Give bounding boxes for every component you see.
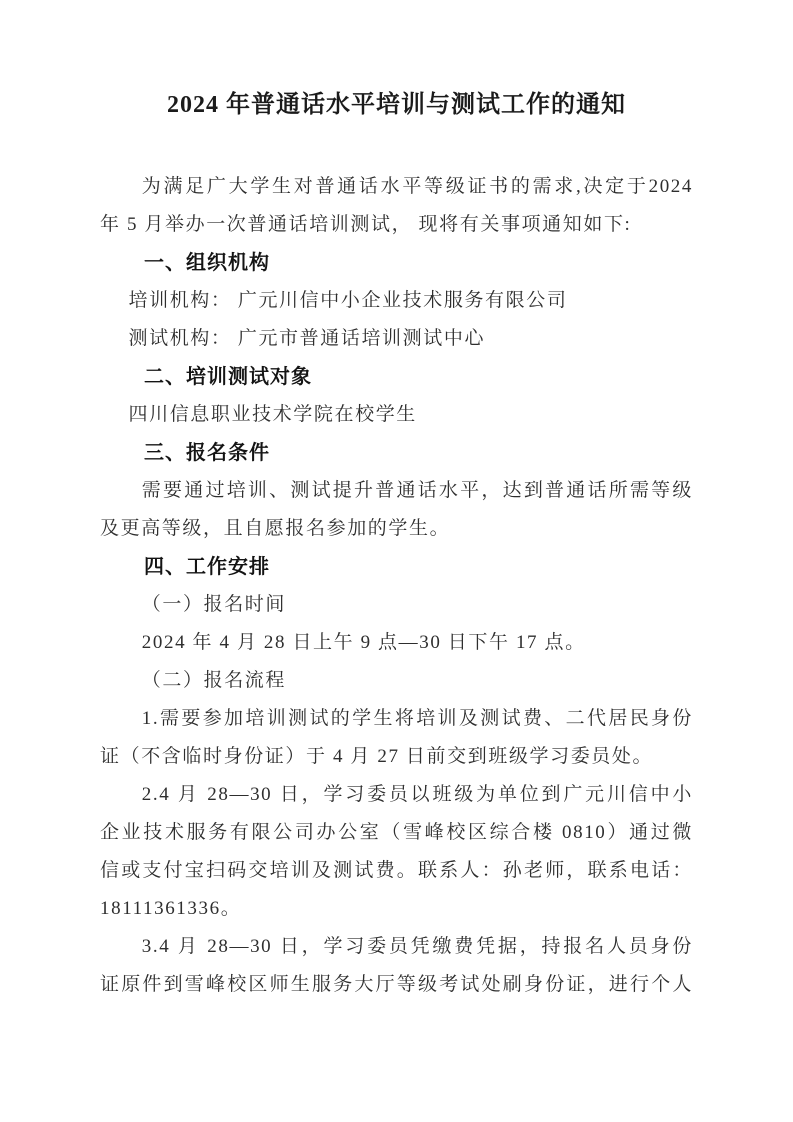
document-line: 2024 年 4 月 28 日上午 9 点—30 日下午 17 点。 <box>141 632 586 653</box>
document-line: 测试机构： 广元市普通话培训测试中心 <box>128 328 486 349</box>
document-line: 及更高等级，且自愿报名参加的学生。 <box>100 518 451 539</box>
document-line: 信或支付宝扫码交培训及测试费。联系人：孙老师，联系电话： <box>100 860 693 881</box>
document-line: 需要通过培训、测试提升普通话水平，达到普通话所需等级 <box>141 480 693 501</box>
document-line: 培训机构： 广元川信中小企业技术服务有限公司 <box>128 290 568 311</box>
document-line: 18111361336。 <box>100 898 242 919</box>
document-line: 年 5 月举办一次普通话培训测试， 现将有关事项通知如下: <box>100 214 632 235</box>
notice-body <box>100 168 693 1004</box>
document-line: 为满足广大学生对普通话水平等级证书的需求,决定于2024 <box>141 176 693 197</box>
document-line: 证（不含临时身份证）于 4 月 27 日前交到班级学习委员处。 <box>100 746 654 767</box>
section-heading: 四、工作安排 <box>144 556 270 578</box>
document-line: 四川信息职业技术学院在校学生 <box>128 404 417 425</box>
notice-title: 2024 年普通话水平培训与测试工作的通知 <box>167 92 626 118</box>
document-line: 证原件到雪峰校区师生服务大厅等级考试处刷身份证，进行个人 <box>100 974 693 995</box>
document-line: （二）报名流程 <box>141 670 286 691</box>
document-line: 2.4 月 28—30 日，学习委员以班级为单位到广元川信中小 <box>141 784 693 805</box>
section-heading: 一、组织机构 <box>144 252 270 274</box>
section-heading: 三、报名条件 <box>144 442 270 464</box>
document-line: 3.4 月 28—30 日，学习委员凭缴费凭据，持报名人员身份 <box>141 936 693 957</box>
document-line: 企业技术服务有限公司办公室（雪峰校区综合楼 0810）通过微 <box>100 822 693 843</box>
section-heading: 二、培训测试对象 <box>144 366 312 388</box>
document-line: 1.需要参加培训测试的学生将培训及测试费、二代居民身份 <box>141 708 693 729</box>
document-line: （一）报名时间 <box>141 594 286 615</box>
